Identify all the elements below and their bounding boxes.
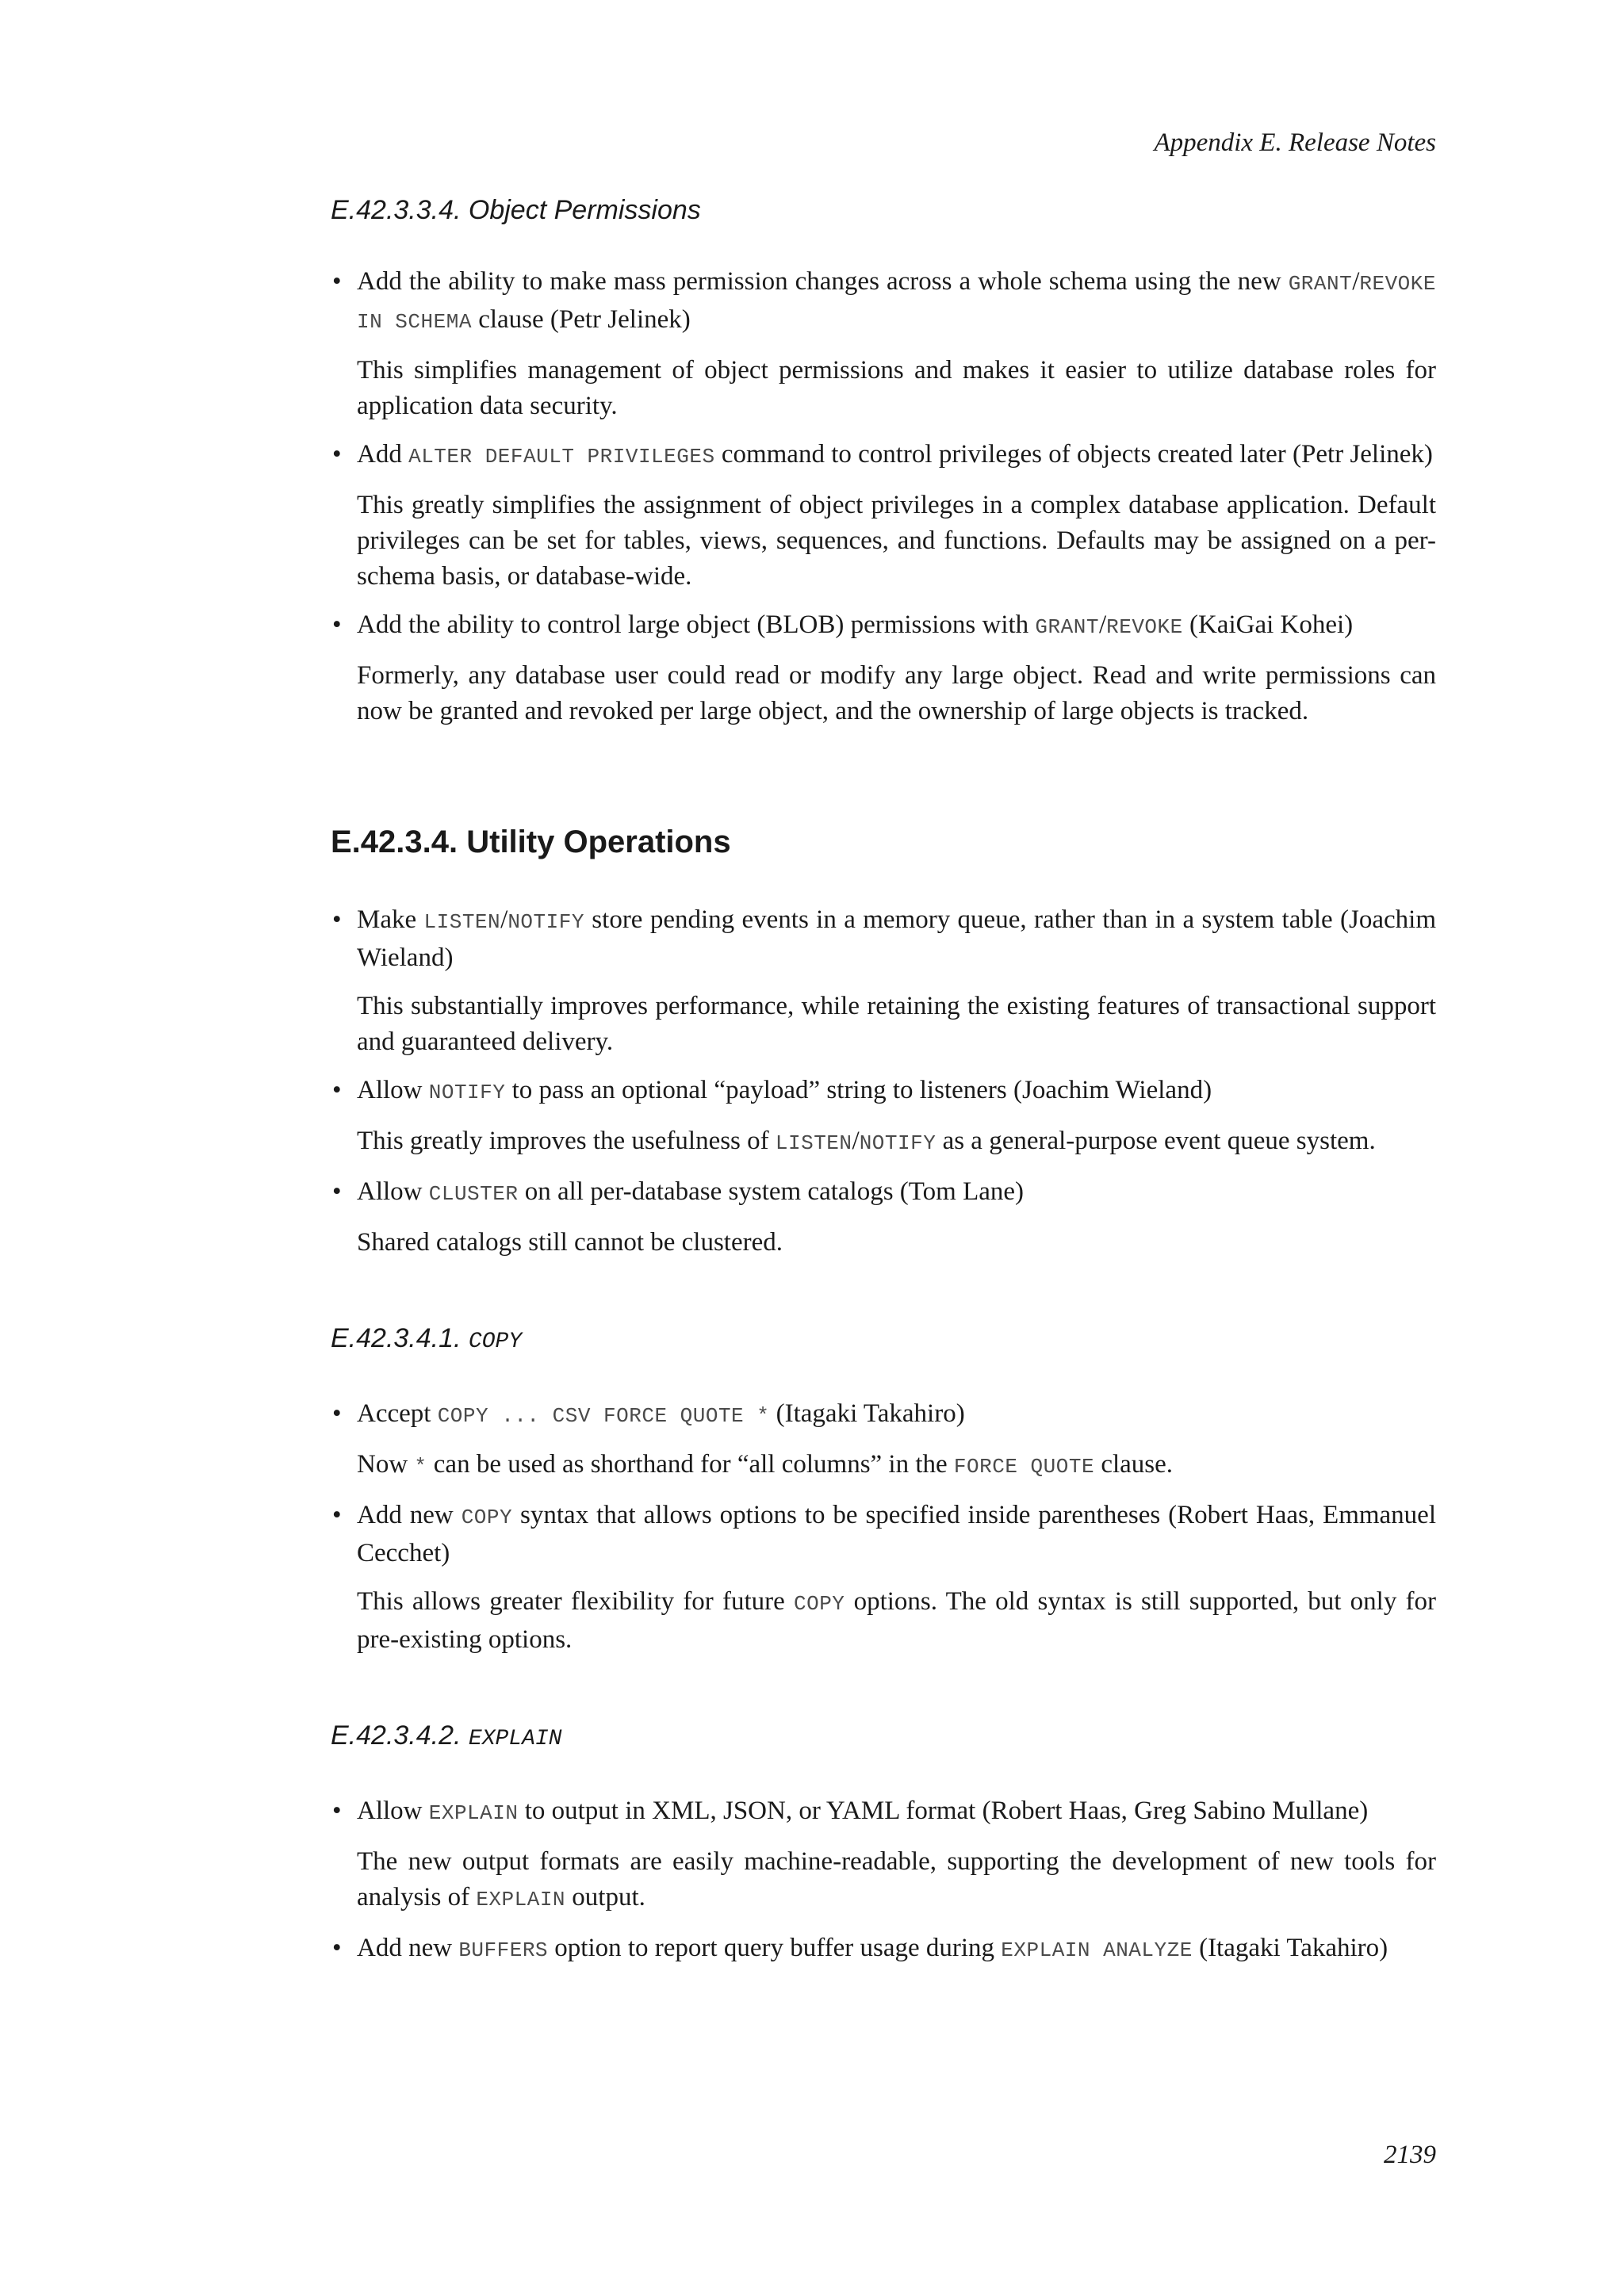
item-text: Accept COPY ... CSV FORCE QUOTE * (Itagaki Takahiro) — [357, 1399, 965, 1428]
item-description: This greatly improves the usefulness of LISTEN/NOTIFY as a general-purpose event queue system. — [357, 1127, 1376, 1155]
utility-operations-list — [331, 902, 1436, 1261]
list-item — [331, 607, 1436, 729]
spacer — [331, 1261, 1436, 1322]
page-content — [331, 194, 1436, 1969]
item-text: Make LISTEN/NOTIFY store pending events in a memory queue, rather than in a system table (Joachim Wieland) — [357, 905, 1437, 972]
code-literal: EXPLAIN ANALYZE — [1001, 1938, 1193, 1962]
bullet-icon: • — [332, 1797, 342, 1825]
list-item — [331, 437, 1436, 595]
bullet-icon: • — [332, 905, 342, 934]
list-item — [331, 1073, 1436, 1161]
list-item — [331, 1174, 1436, 1261]
code-literal: LISTEN — [775, 1131, 852, 1155]
code-literal: EXPLAIN — [428, 1801, 519, 1825]
bullet-icon: • — [332, 440, 342, 469]
bullet-icon: • — [332, 1076, 342, 1104]
code-literal: COPY — [793, 1592, 845, 1616]
running-header: Appendix E. Release Notes — [1154, 128, 1436, 157]
bullet-icon: • — [332, 1399, 342, 1428]
item-text: Add the ability to make mass permission changes across a whole schema using the new GRANT/REVOKE IN SCHEMA clause (Petr Jelinek) — [357, 267, 1436, 334]
code-literal: NOTIFY — [859, 1131, 936, 1155]
bullet-icon: • — [332, 1934, 342, 1962]
spacer — [331, 729, 1436, 823]
code-literal: EXPLAIN — [476, 1888, 566, 1911]
copy-list — [331, 1396, 1436, 1658]
code-literal: FORCE QUOTE — [953, 1455, 1095, 1479]
item-description: Formerly, any database user could read or modify any large object. Read and write permissions can now be granted and revoked per large object, and the ownership of large objects is tracked. — [357, 661, 1436, 725]
copy-heading: E.42.3.4.1. COPY — [331, 1323, 523, 1354]
object-permissions-heading: E.42.3.3.4. Object Permissions — [331, 195, 701, 225]
explain-heading: E.42.3.4.2. EXPLAIN — [331, 1720, 562, 1751]
item-description: This simplifies management of object permissions and makes it easier to utilize database roles for application data security. — [357, 356, 1436, 420]
spacer — [331, 1658, 1436, 1720]
page-number: 2139 — [1384, 2141, 1436, 2169]
item-text: Add the ability to control large object (BLOB) permissions with GRANT/REVOKE (KaiGai Kohei) — [357, 610, 1354, 639]
code-literal: ALTER DEFAULT PRIVILEGES — [408, 445, 715, 469]
code-literal: COPY — [461, 1506, 513, 1529]
code-literal: GRANT — [1035, 615, 1099, 639]
utility-operations-heading: E.42.3.4. Utility Operations — [331, 825, 731, 859]
code-literal: EXPLAIN — [468, 1727, 562, 1751]
list-item — [331, 264, 1436, 424]
item-description: The new output formats are easily machine-readable, supporting the development of new tools for analysis of EXPLAIN output. — [357, 1847, 1436, 1911]
code-literal: REVOKE IN SCHEMA — [357, 272, 1436, 334]
bullet-icon: • — [332, 267, 342, 296]
explain-list — [331, 1793, 1436, 1969]
item-text: Allow EXPLAIN to output in XML, JSON, or YAML format (Robert Haas, Greg Sabino Mullane) — [357, 1797, 1369, 1825]
code-literal: NOTIFY — [428, 1081, 506, 1104]
item-text: Add ALTER DEFAULT PRIVILEGES command to control privileges of objects created later (Petr Jelinek) — [357, 440, 1433, 469]
code-literal: COPY — [468, 1330, 523, 1354]
item-description: Shared catalogs still cannot be clustered. — [357, 1228, 783, 1257]
code-literal: BUFFERS — [458, 1938, 549, 1962]
object-permissions-list — [331, 264, 1436, 729]
bullet-icon: • — [332, 1501, 342, 1529]
code-literal: REVOKE — [1106, 615, 1183, 639]
item-text: Allow NOTIFY to pass an optional “payload” string to listeners (Joachim Wieland) — [357, 1076, 1212, 1104]
item-text: Add new COPY syntax that allows options to be specified inside parentheses (Robert Haas, Emmanuel Cecchet) — [357, 1501, 1436, 1567]
list-item — [331, 1498, 1436, 1658]
item-description: This allows greater flexibility for future COPY options. The old syntax is still supported, but only for pre-existing options. — [357, 1587, 1437, 1654]
code-literal: CLUSTER — [428, 1182, 519, 1206]
item-description: Now * can be used as shorthand for “all columns” in the FORCE QUOTE clause. — [357, 1450, 1174, 1479]
bullet-icon: • — [332, 1177, 342, 1206]
list-item — [331, 1793, 1436, 1918]
item-description: This greatly simplifies the assignment of object privileges in a complex database application. Default privileges can be set for tables, views, sequences, and functions. Defaults may be assigned on a per-schema basis, or database-wide. — [357, 491, 1436, 591]
bullet-icon: • — [332, 610, 342, 639]
code-literal: LISTEN — [423, 910, 501, 934]
code-literal: COPY ... CSV FORCE QUOTE * — [437, 1404, 770, 1428]
item-text: Allow CLUSTER on all per-database system catalogs (Tom Lane) — [357, 1177, 1025, 1206]
code-literal: * — [414, 1455, 427, 1479]
item-description: This substantially improves performance, while retaining the existing features of transactional support and guaranteed delivery. — [357, 992, 1436, 1056]
code-literal: NOTIFY — [508, 910, 584, 934]
code-literal: GRANT — [1288, 272, 1353, 296]
item-text: Add new BUFFERS option to report query buffer usage during EXPLAIN ANALYZE (Itagaki Takahiro) — [357, 1934, 1388, 1962]
list-item — [331, 1396, 1436, 1485]
list-item — [331, 1931, 1436, 1969]
list-item — [331, 902, 1436, 1060]
